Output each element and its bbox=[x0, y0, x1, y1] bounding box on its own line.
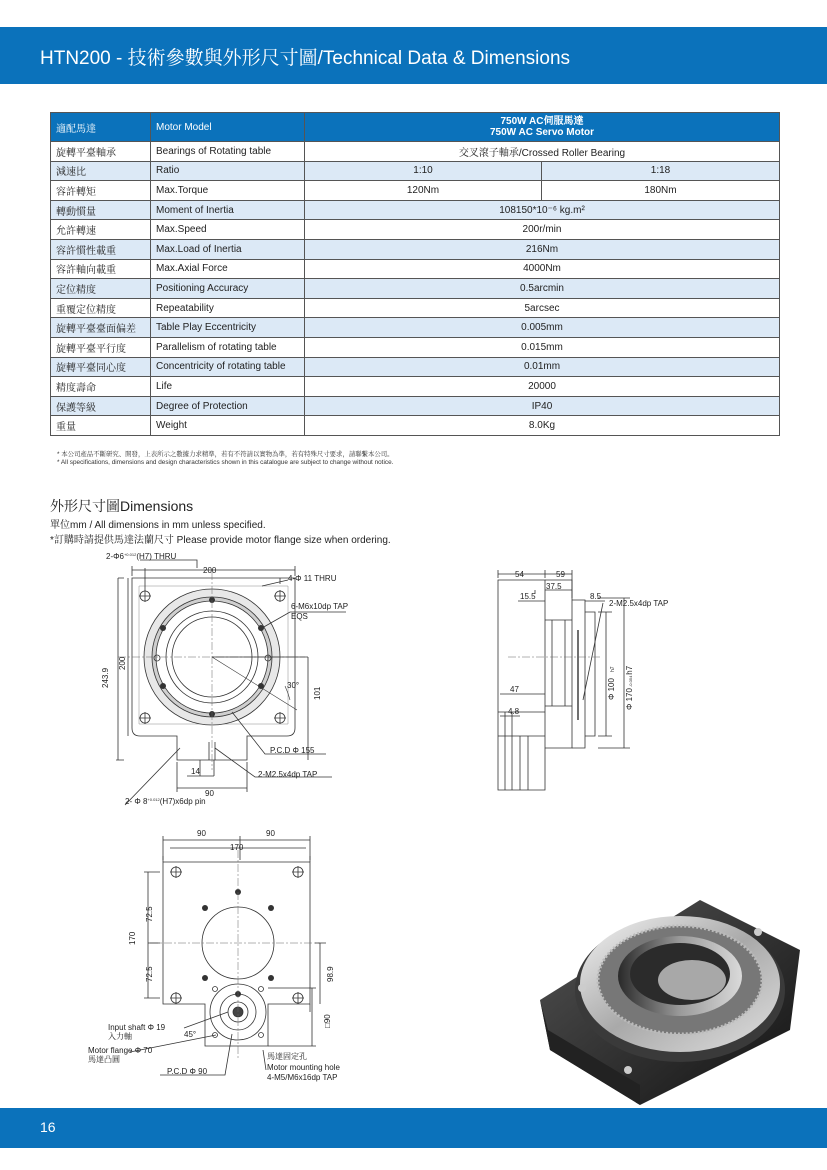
spec-value: 8.0Kg bbox=[305, 416, 780, 436]
label-motor-flange-en: Motor flange Φ 70 bbox=[88, 1046, 153, 1055]
dim-top-200: 200 bbox=[203, 566, 217, 575]
dim-thru: 4-Φ 11 THRU bbox=[288, 574, 337, 583]
spec-label-zh: 精度壽命 bbox=[51, 377, 151, 397]
dim-angle-45: 45° bbox=[184, 1030, 197, 1039]
dimensions-title: 外形尺寸圖Dimensions bbox=[50, 498, 194, 514]
spec-value: 216Nm bbox=[305, 239, 780, 259]
dim-90-left: 90 bbox=[197, 829, 206, 838]
dim-90: 90 bbox=[205, 789, 214, 798]
dim-243: 243.9 bbox=[101, 667, 110, 688]
spec-label-zh: 旋轉平臺臺面偏差 bbox=[51, 318, 151, 338]
label-mount-en: Motor mounting hole bbox=[267, 1063, 340, 1072]
header-cell-zh: 適配馬達 bbox=[51, 113, 151, 142]
rotary-table-illustration bbox=[530, 880, 810, 1110]
spec-value: 20000 bbox=[305, 377, 780, 397]
dim-8: 8.5 bbox=[590, 592, 602, 601]
product-photo bbox=[530, 880, 810, 1110]
spec-label-zh: 轉動慣量 bbox=[51, 200, 151, 220]
dim-side-200: 200 bbox=[118, 656, 127, 670]
spec-value-ratio-10: 120Nm bbox=[305, 181, 542, 201]
spec-label-zh: 容許慣性載重 bbox=[51, 239, 151, 259]
dim-hole-h7: $2-\Phi 6^{+0.012}(H7)$ THRU bbox=[106, 552, 177, 561]
dim-side-tap: 2-M2.5x4dp TAP bbox=[609, 599, 669, 608]
spec-label-en: Moment of Inertia bbox=[151, 200, 305, 220]
footer-bar bbox=[0, 1108, 827, 1148]
dim-15: 15.5 bbox=[520, 592, 536, 601]
spec-label-en: Parallelism of rotating table bbox=[151, 337, 305, 357]
spec-value: 交叉滾子軸承/Crossed Roller Bearing bbox=[305, 142, 780, 162]
spec-value: 5arcsec bbox=[305, 298, 780, 318]
dim-tap-6m6: 6-M6x10dp TAP bbox=[291, 602, 349, 611]
spec-label-en: Positioning Accuracy bbox=[151, 279, 305, 299]
header-cell-en: Motor Model bbox=[151, 113, 305, 142]
spec-label-zh: 重覆定位精度 bbox=[51, 298, 151, 318]
dimensions-unit: 單位mm / All dimensions in mm unless specified. bbox=[50, 520, 266, 531]
dim-98: 98.9 bbox=[326, 966, 335, 982]
spec-label-zh: 定位精度 bbox=[51, 279, 151, 299]
dimensions-order-note: *訂購時請提供馬達法蘭尺寸 Please provide motor flange size when ordering. bbox=[50, 535, 391, 546]
spec-label-en: Max.Speed bbox=[151, 220, 305, 240]
dim-100: Φ 100h7 bbox=[607, 666, 616, 700]
spec-value: 108150*10⁻⁶ kg.m² bbox=[305, 200, 780, 220]
dim-101: 101 bbox=[313, 686, 322, 700]
spec-label-zh: 減速比 bbox=[51, 161, 151, 181]
dim-pcd-155: P.C.D Φ 155 bbox=[270, 746, 315, 755]
dim-54: 54 bbox=[515, 570, 524, 579]
spec-label-en: Life bbox=[151, 377, 305, 397]
spec-label-en: Repeatability bbox=[151, 298, 305, 318]
dim-47: 47 bbox=[510, 685, 519, 694]
page-title: HTN200 - 技術參數與外形尺寸圖/Technical Data & Dimensions bbox=[40, 48, 571, 69]
spec-value: 0.005mm bbox=[305, 318, 780, 338]
spec-value: 0.01mm bbox=[305, 357, 780, 377]
dim-4: 4.8 bbox=[508, 707, 520, 716]
label-mount-zh: 馬達固定孔 bbox=[267, 1052, 307, 1061]
spec-label-en: Bearings of Rotating table bbox=[151, 142, 305, 162]
spec-value: 200r/min bbox=[305, 220, 780, 240]
dim-59: 59 bbox=[556, 570, 565, 579]
spec-value: 0.5arcmin bbox=[305, 279, 780, 299]
spec-label-en: Degree of Protection bbox=[151, 396, 305, 416]
note-zh: * 本公司產品不斷研究、開發，上表所示之數據力求精準，若有不符請以實物為準，若有特殊尺寸要求，請聯繫本公司。 bbox=[57, 451, 394, 458]
label-mount-tap: 4-M5/M6x16dp TAP bbox=[267, 1073, 338, 1082]
dim-14: 14 bbox=[191, 767, 200, 776]
spec-label-zh: 容許軸向載重 bbox=[51, 259, 151, 279]
dim-90-square: □90 bbox=[323, 1014, 332, 1028]
spec-value-ratio-18: 180Nm bbox=[542, 181, 780, 201]
dim-72-lower: 72.5 bbox=[145, 966, 154, 982]
spec-label-en: Max.Torque bbox=[151, 181, 305, 201]
spec-label-en: Max.Axial Force bbox=[151, 259, 305, 279]
spec-label-zh: 允許轉速 bbox=[51, 220, 151, 240]
spec-label-en: Table Play Eccentricity bbox=[151, 318, 305, 338]
dim-angle-30: 30° bbox=[287, 681, 300, 690]
label-input-shaft-zh: 入力軸 bbox=[108, 1032, 132, 1041]
label-motor-flange-zh: 馬達凸圓 bbox=[88, 1055, 120, 1064]
dim-90-right: 90 bbox=[266, 829, 275, 838]
dim-37: 37.5 bbox=[546, 582, 562, 591]
page-number: 16 bbox=[40, 1119, 56, 1135]
motor-line-en: 750W AC Servo Motor bbox=[489, 127, 595, 138]
motor-line-zh: 750W AC伺服馬達 bbox=[500, 116, 584, 127]
spec-label-zh: 重量 bbox=[51, 416, 151, 436]
dim-pcd-90: P.C.D Φ 90 bbox=[167, 1067, 208, 1076]
spec-label-zh: 旋轉平臺同心度 bbox=[51, 357, 151, 377]
dim-eqs: EQS bbox=[291, 612, 308, 621]
spec-label-en: Max.Load of Inertia bbox=[151, 239, 305, 259]
spec-value: 4000Nm bbox=[305, 259, 780, 279]
spec-label-zh: 保護等級 bbox=[51, 396, 151, 416]
spec-value-ratio-18: 1:18 bbox=[542, 161, 780, 181]
note-en: * All specifications, dimensions and design characteristics shown in this catalogue are subject to change without notice. bbox=[57, 459, 394, 466]
dim-pin: 2- Φ $8^{+0.012}(H7)x6dp$ pin bbox=[125, 797, 206, 806]
spec-label-zh: 容許轉矩 bbox=[51, 181, 151, 201]
spec-value: IP40 bbox=[305, 396, 780, 416]
dim-tap-m2: 2-M2.5x4dp TAP bbox=[258, 770, 318, 779]
spec-label-en: Weight bbox=[151, 416, 305, 436]
bottom-view-drawing bbox=[130, 836, 326, 1075]
top-view-drawing bbox=[116, 560, 349, 805]
dim-170-width: 170 bbox=[230, 843, 244, 852]
dim-170-height: 170 bbox=[128, 931, 137, 945]
spec-label-en: Ratio bbox=[151, 161, 305, 181]
spec-label-zh: 旋轉平臺平行度 bbox=[51, 337, 151, 357]
spec-value-ratio-10: 1:10 bbox=[305, 161, 542, 181]
spec-label-en: Concentricity of rotating table bbox=[151, 357, 305, 377]
spec-label-zh: 旋轉平臺軸承 bbox=[51, 142, 151, 162]
spec-value: 0.015mm bbox=[305, 337, 780, 357]
dim-72-upper: 72.5 bbox=[145, 906, 154, 922]
label-input-shaft-en: Input shaft Φ 19 bbox=[108, 1023, 166, 1032]
dim-170: Φ 170-0.054h7 bbox=[625, 665, 634, 710]
